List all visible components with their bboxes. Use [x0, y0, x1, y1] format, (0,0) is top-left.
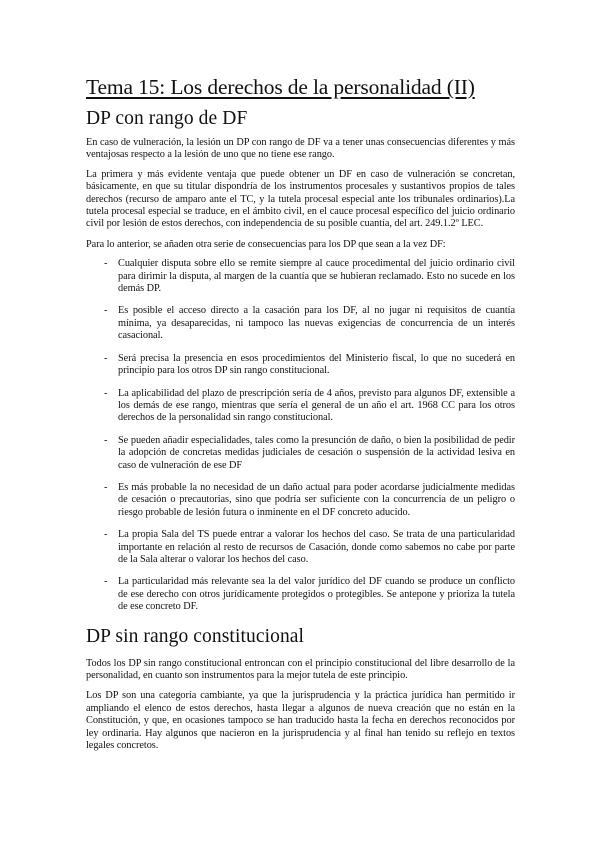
paragraph: Los DP son una categoría cambiante, ya que la jurisprudencia y la práctica jurídica han permitido ir ampliando el elenco de estos derechos, hasta llegar a algunos de nueva creación que no están en la Constitución, y que, en ocasiones tampoco se han traducido hasta la fecha en derechos reconocidos por ley ordinaria. Hay algunos que nacieron en la jurisprudencia y al final han tenido su reflejo en textos legales concretos.	[86, 690, 515, 752]
list-item: - Se pueden añadir especialidades, tales como la presunción de daño, o bien la posibilidad de pedir la adopción de concretas medidas judiciales de cesación o suspensión de la actividad lesiva en caso de vulneración de ese DF	[118, 435, 515, 472]
page-title: Tema 15: Los derechos de la personalidad (II)	[86, 75, 475, 99]
section-heading-dp-sin-rango: DP sin rango constitucional	[86, 625, 305, 647]
list-item: - La aplicabilidad del plazo de prescripción sería de 4 años, previsto para algunos DF, extensible a los demás de ese rango, mientras que sería el general de un año el art. 1968 CC para los otros derechos de la personalidad sin rango constitucional.	[118, 388, 515, 425]
list-item: - Será precisa la presencia en esos procedimientos del Ministerio fiscal, lo que no sucederá en principio para los otros DP sin rango constitucional.	[118, 353, 515, 378]
list-item: - Es posible el acceso directo a la casación para los DF, al no jugar ni requisitos de cuantía mínima, ya desaparecidas, ni tampoco las nuevas exigencias de concurrencia de un interés casacional.	[118, 305, 515, 342]
paragraph: En caso de vulneración, la lesión un DP con rango de DF va a tener unas consecuencias diferentes y más ventajosas respecto a la lesión de uno que no tiene ese rango.	[86, 137, 515, 161]
list-item: - La particularidad más relevante sea la del valor jurídico del DF cuando se produce un conflicto de ese derecho con otros jurídicamente protegidos o protegibles. Se antepone y prioriza la tutela de ese concreto DF.	[118, 576, 515, 613]
document-page	[86, 74, 515, 752]
list-item: - Es más probable la no necesidad de un daño actual para poder acordarse judicialmente medidas de cesación o precautorias, sino que podría ser suficiente con la concurrencia de un peligro o riesgo probable de lesión futura o inminente en el DF concreto aducido.	[118, 482, 515, 519]
paragraph: La primera y más evidente ventaja que puede obtener un DF en caso de vulneración se concretan, básicamente, en que su titular dispondría de los instrumentos procesales y sustantivos propios de tales derechos (recurso de amparo ante el TC, y la tutela procesal especial ante los tribunales ordinarios).La tutela procesal especial se traduce, en el ámbito civil, en el cauce procesal específico del juicio ordinario civil por lesión de estos derechos, con independencia de su posible cuantía, del art. 249.1.2º LEC.	[86, 168, 515, 230]
paragraph: Para lo anterior, se añaden otra serie de consecuencias para los DP que sean a la vez DF:	[86, 238, 446, 250]
consequences-list	[86, 258, 515, 613]
section-heading-dp-con-rango: DP con rango de DF	[86, 108, 248, 129]
list-item: - Cualquier disputa sobre ello se remite siempre al cauce procedimental del juicio ordinario civil para dirimir la disputa, al margen de la cuantía que se hubieran reclamado. Esto no sucede en los demás DP.	[118, 258, 515, 295]
paragraph: Todos los DP sin rango constitucional entroncan con el principio constitucional del libre desarrollo de la personalidad, en cuanto son instrumentos para la mejor tutela de este principio.	[86, 657, 515, 681]
list-item: - La propia Sala del TS puede entrar a valorar los hechos del caso. Se trata de una particularidad importante en relación al resto de recursos de Casación, donde como sabemos no cabe por parte de la Sala alterar o valorar los hechos del caso.	[118, 529, 515, 566]
